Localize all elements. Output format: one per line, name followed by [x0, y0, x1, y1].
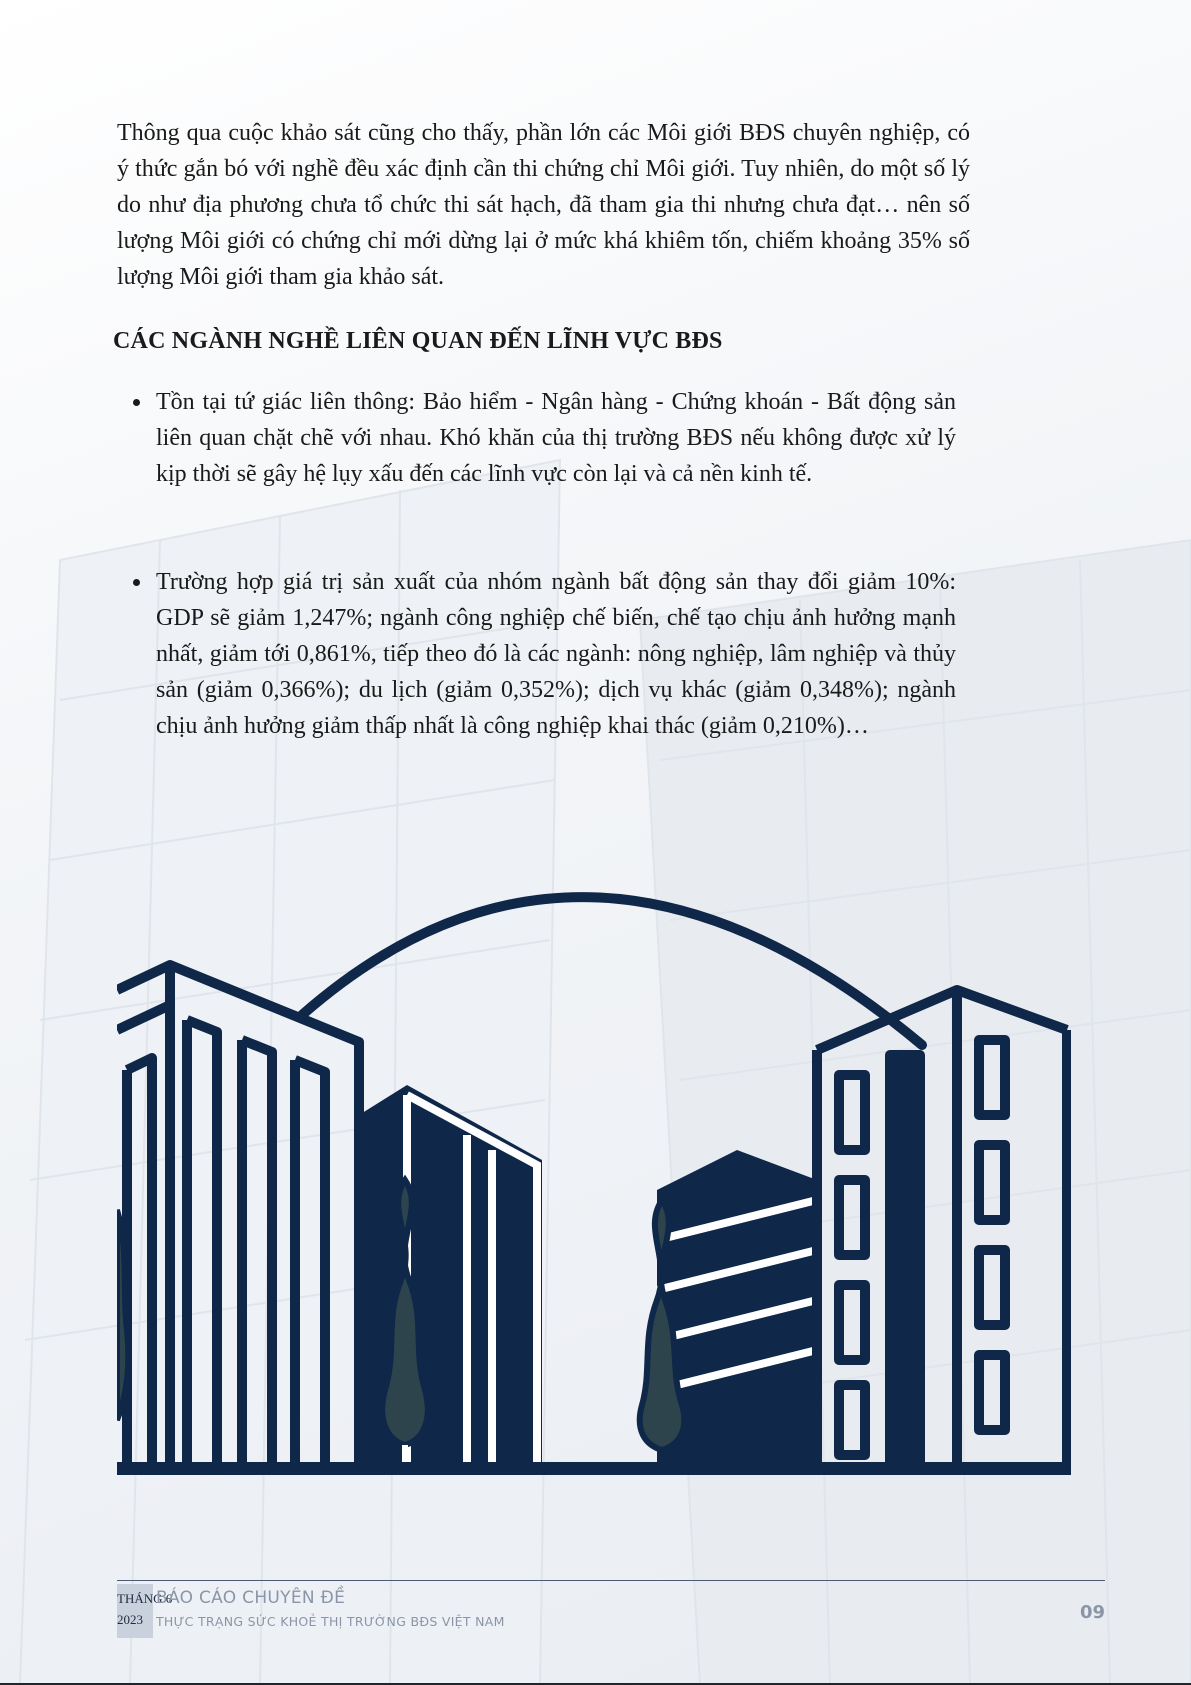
arch-shape [302, 897, 922, 1045]
bullet-text: Trường hợp giá trị sản xuất của nhóm ngành bất động sản thay đổi giảm 10%: GDP sẽ giảm 1,247%; ngành công nghiệp chế biến, chế tạo chịu ảnh hưởng mạnh nhất, giảm tới 0,861%, tiếp theo đó là các ngành: nông nghiệp, lâm nghiệp và thủy sản (giảm 0,366%); du lịch (giảm 0,352%); dịch vụ khác (giảm 0,348%); ngành chịu ảnh hưởng giảm thấp nhất là công nghiệp khai thác (giảm 0,210%)… [156, 569, 956, 739]
intro-paragraph: Thông qua cuộc khảo sát cũng cho thấy, phần lớn các Môi giới BĐS chuyên nghiệp, có ý thức gắn bó với nghề đều xác định cần thi chứng chỉ Môi giới. Tuy nhiên, do một số lý do như địa phương chưa tổ chức thi sát hạch, đã tham gia thi nhưng chưa đạt… nên số lượng Môi giới có chứng chỉ mới dừng lại ở mức khá khiêm tốn, chiếm khoảng 35% số lượng Môi giới tham gia khảo sát. [117, 120, 970, 290]
footer-divider [117, 1580, 1105, 1581]
page-number: 09 [1080, 1602, 1106, 1623]
bullet-dot-icon [133, 579, 140, 586]
right-tall-building [817, 990, 1067, 1470]
footer-date-badge [117, 1584, 173, 1638]
list-item [156, 564, 956, 744]
footer-report-title: BÁO CÁO CHUYÊN ĐỀ [156, 1588, 346, 1608]
list-item [156, 384, 956, 492]
bullet-dot-icon [133, 399, 140, 406]
ground-bar [117, 1462, 1071, 1475]
bullet-text: Tồn tại tứ giác liên thông: Bảo hiểm - Ngân hàng - Chứng khoán - Bất động sản liên quan chặt chẽ với nhau. Khó khăn của thị trường BĐS nếu không được xử lý kịp thời sẽ gây hệ lụy xấu đến các lĩnh vực còn lại và cả nền kinh tế. [156, 389, 956, 487]
left-tall-building [117, 965, 359, 1470]
footer-report-subtitle: THỰC TRẠNG SỨC KHOẺ THỊ TRƯỜNG BĐS VIỆT NAM [156, 1614, 505, 1629]
footer-year: 2023 [117, 1612, 143, 1627]
section-heading: CÁC NGÀNH NGHỀ LIÊN QUAN ĐẾN LĨNH VỰC BĐS [113, 328, 723, 354]
city-buildings-illustration [117, 880, 1071, 1475]
footer-month: THÁNG 6 [117, 1591, 173, 1606]
